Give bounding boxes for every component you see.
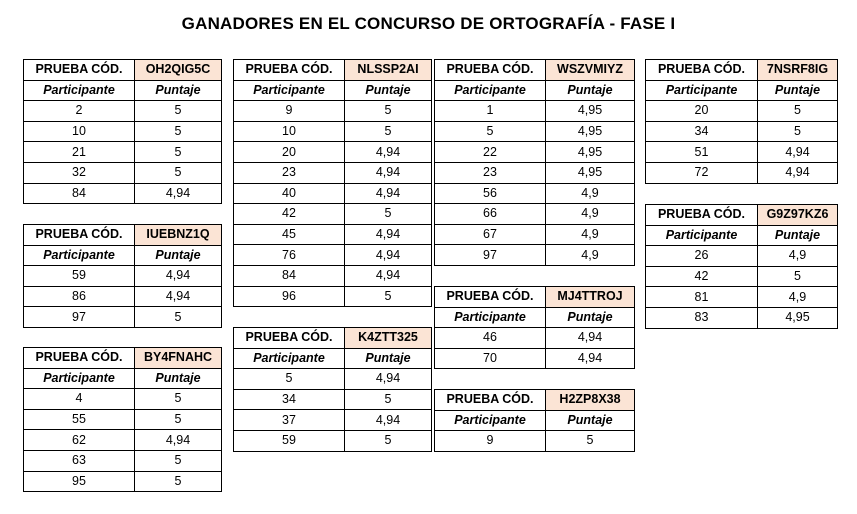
- results-table: [434, 286, 635, 369]
- table-row: [435, 204, 635, 225]
- column-header-score: Puntaje: [135, 245, 222, 266]
- participant-cell: 46: [435, 328, 546, 349]
- column-header-score: Puntaje: [546, 307, 635, 328]
- participant-cell: 26: [646, 246, 758, 267]
- results-table: [645, 204, 838, 329]
- table-row: [435, 183, 635, 204]
- score-cell: 4,94: [546, 328, 635, 349]
- column-header-score: Puntaje: [345, 348, 432, 369]
- test-code-value: BY4FNAHC: [135, 348, 222, 369]
- participant-cell: 51: [646, 142, 758, 163]
- test-code-value: IUEBNZ1Q: [135, 225, 222, 246]
- score-cell: 4,94: [345, 162, 432, 183]
- participant-cell: 10: [24, 121, 135, 142]
- participant-cell: 21: [24, 142, 135, 163]
- column-header-participant: Participante: [24, 80, 135, 101]
- score-cell: 4,94: [135, 183, 222, 204]
- test-code-label: PRUEBA CÓD.: [646, 60, 758, 81]
- test-code-value: WSZVMIYZ: [546, 60, 635, 81]
- score-cell: 4,94: [345, 369, 432, 390]
- table-row: [646, 287, 838, 308]
- table-row: [646, 307, 838, 328]
- column-header-score: Puntaje: [135, 80, 222, 101]
- participant-cell: 2: [24, 101, 135, 122]
- table-row: [234, 142, 432, 163]
- score-cell: 5: [758, 121, 838, 142]
- score-cell: 5: [135, 409, 222, 430]
- score-cell: 4,94: [345, 183, 432, 204]
- table-row: [24, 430, 222, 451]
- participant-cell: 96: [234, 286, 345, 307]
- page-title: GANADORES EN EL CONCURSO DE ORTOGRAFÍA - FASE I: [181, 14, 676, 33]
- score-cell: 5: [135, 101, 222, 122]
- results-table: [434, 389, 635, 452]
- participant-cell: 56: [435, 183, 546, 204]
- participant-cell: 32: [24, 162, 135, 183]
- score-cell: 5: [345, 121, 432, 142]
- column-header-participant: Participante: [646, 225, 758, 246]
- table-row: [234, 162, 432, 183]
- table-row: [234, 204, 432, 225]
- results-table: [233, 59, 432, 307]
- table-row: [646, 142, 838, 163]
- table-row: [435, 101, 635, 122]
- column-header-score: Puntaje: [546, 410, 635, 431]
- table-row: [234, 183, 432, 204]
- score-cell: 4,94: [135, 286, 222, 307]
- column-header-participant: Participante: [435, 307, 546, 328]
- table-row: [234, 410, 432, 431]
- table-row: [24, 307, 222, 328]
- participant-cell: 22: [435, 142, 546, 163]
- participant-cell: 5: [234, 369, 345, 390]
- participant-cell: 1: [435, 101, 546, 122]
- table-row: [24, 266, 222, 287]
- participant-cell: 84: [234, 265, 345, 286]
- score-cell: 4,9: [546, 224, 635, 245]
- score-cell: 4,94: [345, 410, 432, 431]
- table-row: [646, 121, 838, 142]
- table-row: [24, 121, 222, 142]
- table-row: [24, 142, 222, 163]
- score-cell: 5: [345, 101, 432, 122]
- participant-cell: 72: [646, 162, 758, 183]
- participant-cell: 63: [24, 450, 135, 471]
- column-header-participant: Participante: [234, 348, 345, 369]
- column-header-score: Puntaje: [345, 80, 432, 101]
- table-row: [435, 224, 635, 245]
- test-code-label: PRUEBA CÓD.: [234, 60, 345, 81]
- column-header-participant: Participante: [24, 368, 135, 389]
- results-table: [233, 327, 432, 452]
- test-code-value: G9Z97KZ6: [758, 205, 838, 226]
- score-cell: 4,9: [546, 183, 635, 204]
- table-row: [234, 286, 432, 307]
- table-row: [234, 224, 432, 245]
- participant-cell: 59: [234, 430, 345, 451]
- participant-cell: 5: [435, 121, 546, 142]
- test-code-value: OH2QIG5C: [135, 60, 222, 81]
- column-header-participant: Participante: [234, 80, 345, 101]
- table-row: [234, 265, 432, 286]
- participant-cell: 45: [234, 224, 345, 245]
- participant-cell: 97: [435, 245, 546, 266]
- score-cell: 4,94: [345, 245, 432, 266]
- participant-cell: 9: [435, 431, 546, 452]
- test-code-label: PRUEBA CÓD.: [234, 328, 345, 349]
- table-row: [435, 328, 635, 349]
- column-header-score: Puntaje: [758, 225, 838, 246]
- score-cell: 4,94: [345, 265, 432, 286]
- results-table: [645, 59, 838, 184]
- score-cell: 5: [546, 431, 635, 452]
- participant-cell: 9: [234, 101, 345, 122]
- table-row: [234, 101, 432, 122]
- table-row: [435, 121, 635, 142]
- test-code-value: 7NSRF8IG: [758, 60, 838, 81]
- participant-cell: 70: [435, 348, 546, 369]
- table-row: [435, 162, 635, 183]
- participant-cell: 97: [24, 307, 135, 328]
- column-header-participant: Participante: [646, 80, 758, 101]
- score-cell: 5: [758, 101, 838, 122]
- table-row: [646, 266, 838, 287]
- table-row: [646, 162, 838, 183]
- test-code-label: PRUEBA CÓD.: [24, 225, 135, 246]
- score-cell: 5: [345, 286, 432, 307]
- participant-cell: 59: [24, 266, 135, 287]
- results-table: [23, 59, 222, 204]
- table-row: [24, 162, 222, 183]
- test-code-value: MJ4TTROJ: [546, 287, 635, 308]
- participant-cell: 62: [24, 430, 135, 451]
- table-row: [234, 369, 432, 390]
- results-table: [434, 59, 635, 266]
- table-row: [24, 286, 222, 307]
- score-cell: 4,95: [546, 142, 635, 163]
- test-code-label: PRUEBA CÓD.: [24, 348, 135, 369]
- test-code-label: PRUEBA CÓD.: [435, 60, 546, 81]
- score-cell: 5: [135, 471, 222, 492]
- table-row: [234, 389, 432, 410]
- participant-cell: 81: [646, 287, 758, 308]
- score-cell: 5: [345, 204, 432, 225]
- participant-cell: 42: [646, 266, 758, 287]
- table-row: [24, 101, 222, 122]
- table-row: [24, 389, 222, 410]
- participant-cell: 34: [646, 121, 758, 142]
- test-code-value: NLSSP2AI: [345, 60, 432, 81]
- score-cell: 4,95: [546, 121, 635, 142]
- score-cell: 4,95: [546, 162, 635, 183]
- table-row: [24, 471, 222, 492]
- test-code-value: H2ZP8X38: [546, 390, 635, 411]
- test-code-label: PRUEBA CÓD.: [24, 60, 135, 81]
- score-cell: 4,94: [546, 348, 635, 369]
- participant-cell: 84: [24, 183, 135, 204]
- participant-cell: 23: [435, 162, 546, 183]
- score-cell: 5: [135, 389, 222, 410]
- test-code-value: K4ZTT325: [345, 328, 432, 349]
- participant-cell: 86: [24, 286, 135, 307]
- table-row: [24, 409, 222, 430]
- score-cell: 5: [758, 266, 838, 287]
- participant-cell: 42: [234, 204, 345, 225]
- participant-cell: 76: [234, 245, 345, 266]
- column-header-score: Puntaje: [546, 80, 635, 101]
- participant-cell: 37: [234, 410, 345, 431]
- table-row: [24, 183, 222, 204]
- table-row: [435, 431, 635, 452]
- score-cell: 4,95: [546, 101, 635, 122]
- table-row: [646, 246, 838, 267]
- score-cell: 4,94: [345, 224, 432, 245]
- table-row: [435, 142, 635, 163]
- table-row: [234, 430, 432, 451]
- test-code-label: PRUEBA CÓD.: [435, 390, 546, 411]
- participant-cell: 10: [234, 121, 345, 142]
- score-cell: 4,94: [345, 142, 432, 163]
- participant-cell: 40: [234, 183, 345, 204]
- score-cell: 5: [135, 142, 222, 163]
- score-cell: 5: [135, 121, 222, 142]
- column-header-score: Puntaje: [135, 368, 222, 389]
- column-header-participant: Participante: [24, 245, 135, 266]
- test-code-label: PRUEBA CÓD.: [646, 205, 758, 226]
- score-cell: 4,94: [135, 266, 222, 287]
- table-row: [435, 245, 635, 266]
- participant-cell: 23: [234, 162, 345, 183]
- table-row: [24, 450, 222, 471]
- participant-cell: 20: [234, 142, 345, 163]
- column-header-participant: Participante: [435, 410, 546, 431]
- participant-cell: 67: [435, 224, 546, 245]
- participant-cell: 34: [234, 389, 345, 410]
- score-cell: 4,9: [758, 287, 838, 308]
- score-cell: 5: [135, 450, 222, 471]
- results-table: [23, 347, 222, 492]
- table-row: [435, 348, 635, 369]
- table-row: [646, 101, 838, 122]
- score-cell: 5: [135, 307, 222, 328]
- score-cell: 5: [345, 389, 432, 410]
- column-header-participant: Participante: [435, 80, 546, 101]
- score-cell: 4,9: [546, 204, 635, 225]
- participant-cell: 66: [435, 204, 546, 225]
- score-cell: 4,9: [546, 245, 635, 266]
- table-row: [234, 121, 432, 142]
- score-cell: 4,94: [758, 162, 838, 183]
- score-cell: 4,94: [758, 142, 838, 163]
- score-cell: 4,95: [758, 307, 838, 328]
- table-row: [234, 245, 432, 266]
- column-header-score: Puntaje: [758, 80, 838, 101]
- participant-cell: 55: [24, 409, 135, 430]
- score-cell: 4,94: [135, 430, 222, 451]
- score-cell: 4,9: [758, 246, 838, 267]
- results-table: [23, 224, 222, 328]
- participant-cell: 83: [646, 307, 758, 328]
- score-cell: 5: [345, 430, 432, 451]
- test-code-label: PRUEBA CÓD.: [435, 287, 546, 308]
- participant-cell: 4: [24, 389, 135, 410]
- participant-cell: 20: [646, 101, 758, 122]
- score-cell: 5: [135, 162, 222, 183]
- participant-cell: 95: [24, 471, 135, 492]
